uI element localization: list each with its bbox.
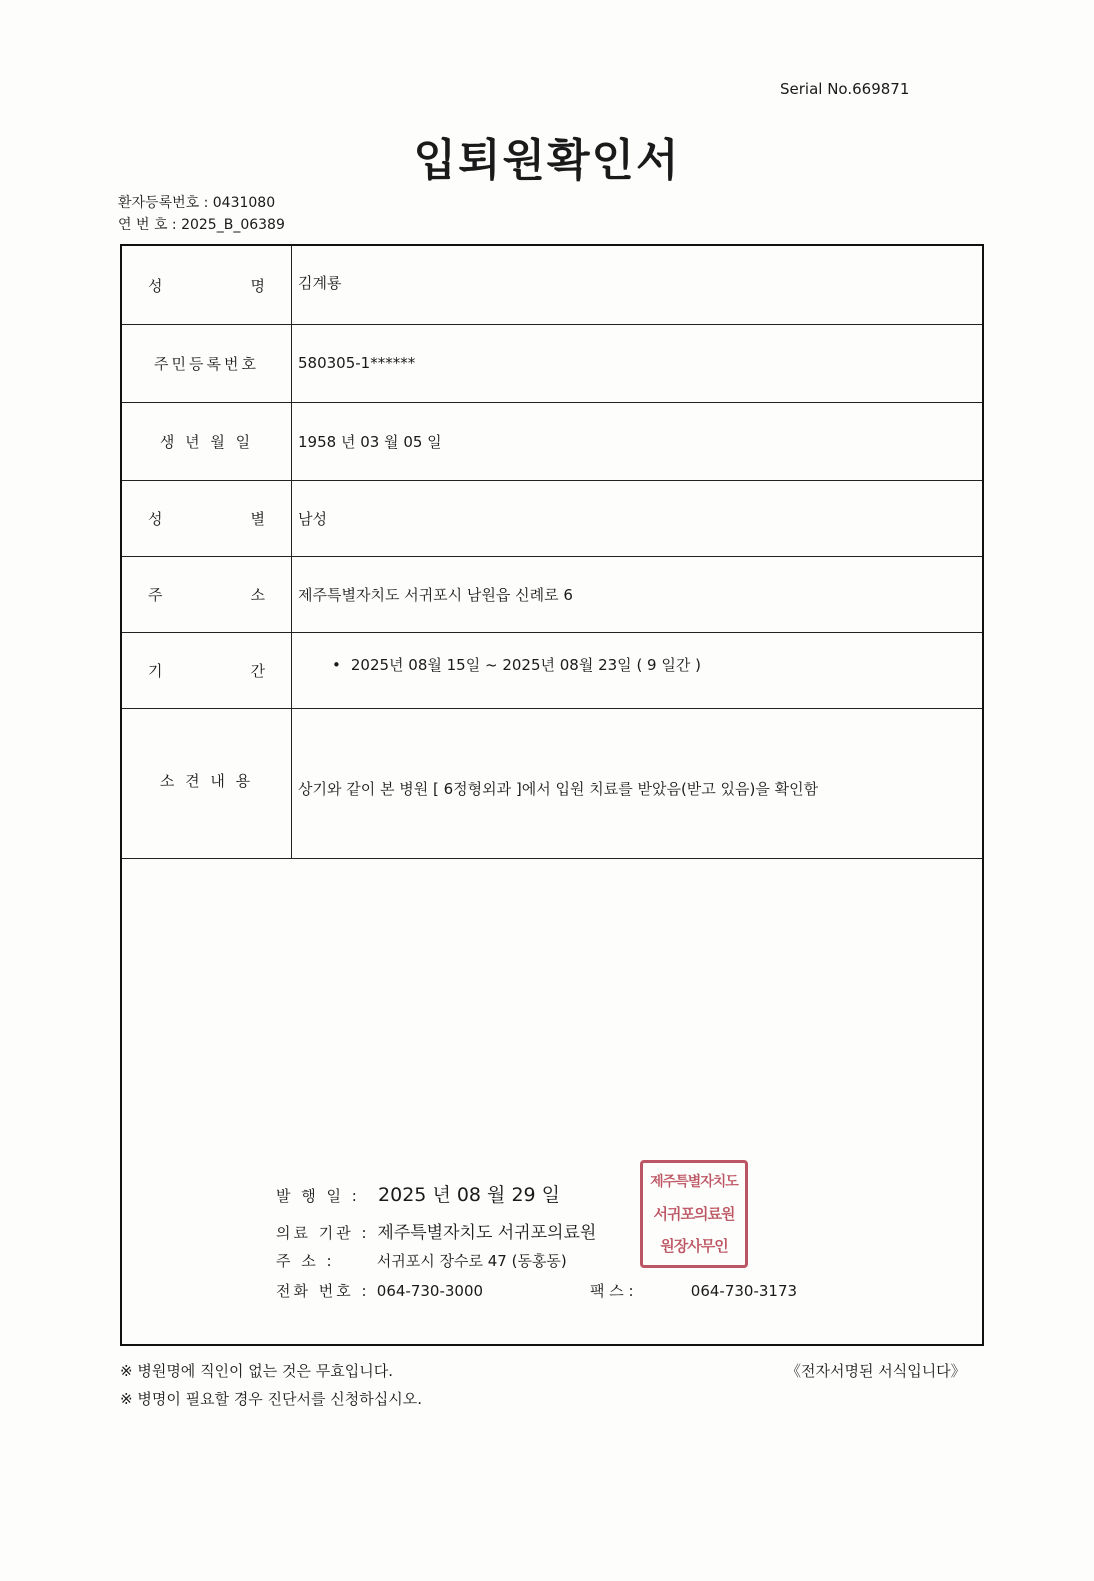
label-address-a: 주 <box>148 585 163 604</box>
official-seal-stamp <box>640 1160 748 1268</box>
value-period: • 2025년 08월 15일 ~ 2025년 08월 23일 ( 9 일간 ) <box>332 654 701 675</box>
seal-line-3: 원장사무인 <box>660 1237 728 1255</box>
label-sex <box>122 480 292 556</box>
label-address-b: 소 <box>250 585 265 604</box>
label-period <box>122 632 292 708</box>
note-seal-required: ※ 병원명에 직인이 없는 것은 무효입니다. <box>120 1362 394 1380</box>
value-name: 김계룡 <box>298 274 342 292</box>
label-name <box>122 246 292 324</box>
value-address: 제주특별자치도 서귀포시 남원읍 신례로 6 <box>298 585 573 604</box>
label-birth: 생 년 월 일 <box>122 402 292 480</box>
issue-org-value: 제주특별자치도 서귀포의료원 <box>377 1223 597 1243</box>
seal-line-1: 제주특별자치도 <box>650 1174 738 1190</box>
value-opinion: 상기와 같이 본 병원 [ 6정형외과 ]에서 입원 치료를 받았음(받고 있음)을 확인함 <box>298 780 819 798</box>
issue-addr-value: 서귀포시 장수로 47 (동홍동) <box>376 1252 567 1270</box>
label-name-a: 성 <box>148 276 163 295</box>
label-period-a: 기 <box>148 661 163 680</box>
value-sex: 남성 <box>298 509 327 528</box>
issue-addr-label: 주 소 : <box>276 1252 335 1270</box>
issue-tel-value: 064-730-3000 <box>376 1282 484 1300</box>
document-title: 입퇴원확인서 <box>413 135 681 186</box>
issue-org-label: 의료 기관 : <box>276 1224 370 1242</box>
label-sex-a: 성 <box>148 509 163 528</box>
label-name-b: 명 <box>250 276 265 295</box>
row-sex <box>122 480 982 557</box>
row-opinion <box>122 708 982 859</box>
issue-date <box>276 1180 560 1207</box>
issue-fax <box>590 1280 797 1301</box>
label-address <box>122 556 292 632</box>
row-address <box>122 556 982 633</box>
issue-address <box>276 1250 567 1271</box>
issue-fax-label: 팩 스 : <box>590 1282 634 1300</box>
patient-registration-number: 환자등록번호 : 0431080 <box>118 195 276 211</box>
row-rrn <box>122 324 982 403</box>
value-rrn: 580305-1****** <box>298 354 416 372</box>
issue-date-value: 2025 년 08 월 29 일 <box>378 1184 561 1206</box>
value-birth: 1958 년 03 월 05 일 <box>298 432 442 451</box>
row-period <box>122 632 982 709</box>
issue-organization <box>276 1218 596 1243</box>
issue-tel-label: 전화 번호 : <box>276 1282 370 1300</box>
issue-fax-value: 064-730-3173 <box>690 1282 798 1300</box>
issue-date-label: 발 행 일 : <box>276 1187 360 1205</box>
document-serial-number: 연 번 호 : 2025_B_06389 <box>118 217 285 233</box>
note-diagnosis-request: ※ 병명이 필요할 경우 진단서를 신청하십시오. <box>120 1390 422 1408</box>
label-sex-b: 별 <box>250 509 265 528</box>
label-opinion: 소 견 내 용 <box>122 708 292 858</box>
label-period-b: 간 <box>250 661 265 680</box>
seal-line-2: 서귀포의료원 <box>653 1205 735 1223</box>
electronic-signature-notice: 《전자서명된 서식입니다》 <box>786 1362 966 1380</box>
issue-telephone <box>276 1280 483 1301</box>
label-rrn: 주민등록번호 <box>122 324 292 402</box>
serial-number: Serial No.669871 <box>780 80 910 98</box>
row-name <box>122 246 982 325</box>
row-birth <box>122 402 982 481</box>
